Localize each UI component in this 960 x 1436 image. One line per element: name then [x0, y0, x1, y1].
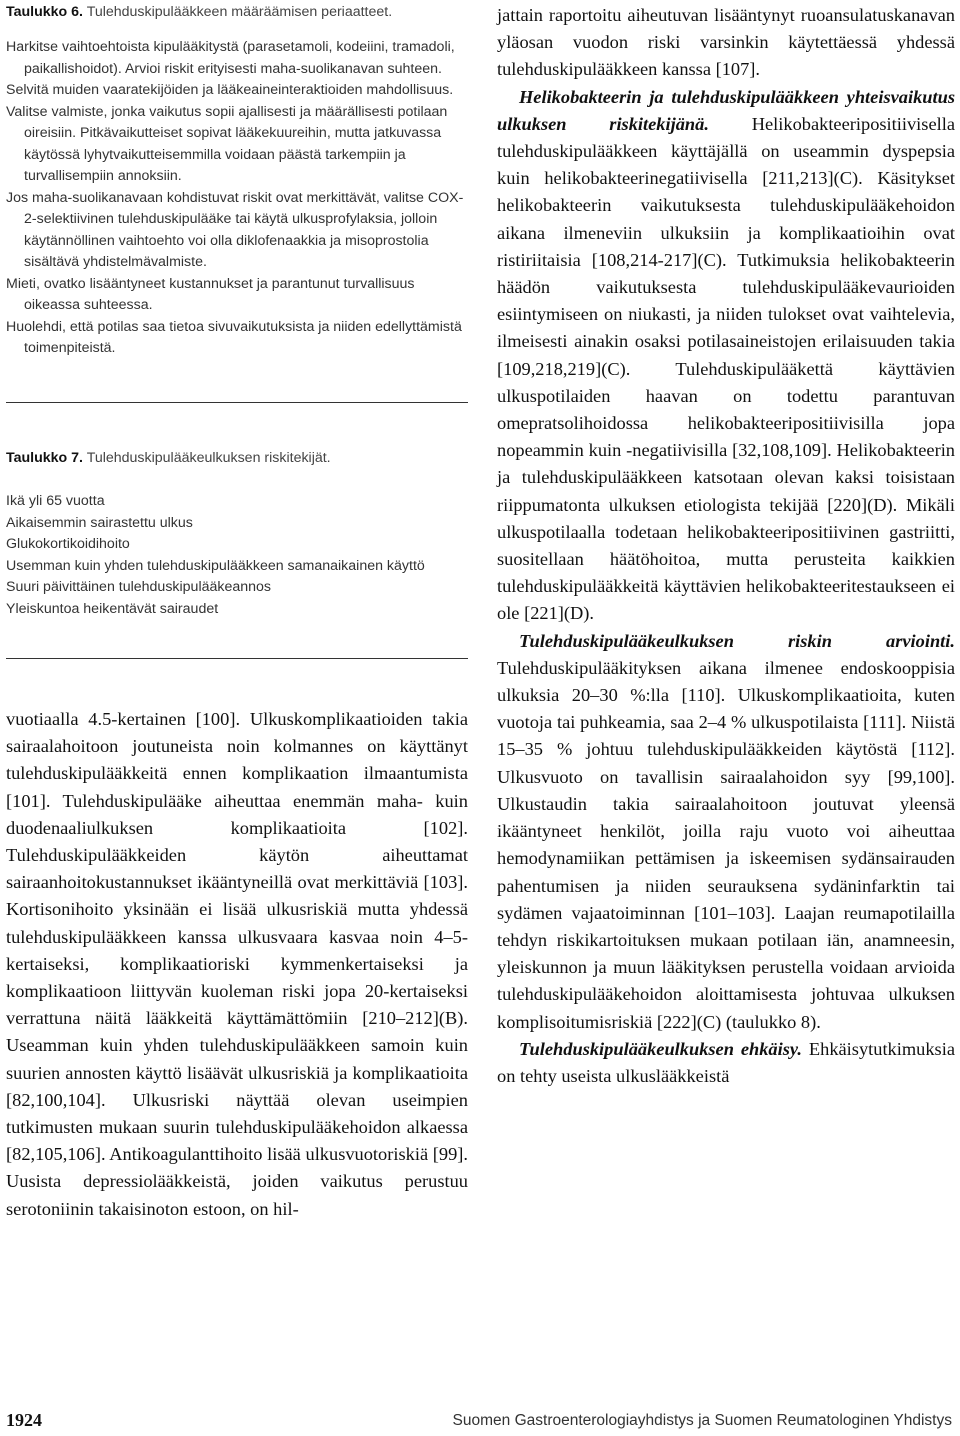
table-7-item: Yleiskuntoa heikentävät sairaudet: [6, 600, 219, 617]
table-6-item: Harkitse vaihtoehtoista kipulääkitystä (parasetamoli, kodeiini, tramadoli, paikallishoidot). Arvioi riskit erityisesti maha-suolikanavan suhteen.: [6, 39, 455, 77]
journal-name: Suomen Gastroenterologiayhdistys ja Suomen Reumatologinen Yhdistys: [452, 1412, 952, 1429]
table-7-item: Usemman kuin yhden tulehduskipulääkkeen samanaikainen käyttö: [6, 557, 425, 574]
table-6-item: Valitse valmiste, jonka vaikutus sopii ajallisesti ja määrällisesti potilaan oireisiin. Pitkävaikutteiset sopivat lääkekuureihin, mutta jatkuvassa käytössä lyhytvaikutteisemmilla voidaan päästä tarkempiin ja turvallisempiin annoksiin.: [6, 103, 448, 184]
table-6-caption: [6, 3, 468, 21]
table-7-label: Taulukko 7.: [6, 450, 83, 466]
table-6-label: Taulukko 6.: [6, 4, 83, 20]
table-6-title: Tulehduskipulääkkeen määräämisen periaatteet.: [86, 4, 393, 20]
table-6-item: Huolehdi, että potilas saa tietoa sivuvaikutuksista ja niiden edellyttämistä toimenpiteistä.: [6, 318, 462, 356]
paragraph-text: Tulehduskipulääkityksen aikana ilmenee endoskooppisia ulkuksia 20–30 %:lla [110]. Ulkuskomplikaatioita, kuten vuotoja tai puhkeamia, saa 2–4 % ulkuspotilaista [111]. Niistä 15–35 % johtuu tulehduskipulääkkeiden käytöstä [112]. Ulkusvuoto on tavallisin sairaalahoidon syy [99,100]. Ulkustaudin takia sairaalahoitoon joutuvat yleensä ikääntyneet henkilöt, joilla raju vuoto voi aiheuttaa hemodynamiikan pettämisen ja iskeemisen sydänsairauden pahentumisen ja niiden seurauksena sydäninfarktin tai sydämen vajaatoiminnan [101–103]. Laajan reumapotilailla tehdyn riskikartoituksen mukaan potilaan iän, anamneesin, yleiskunnon ja muun lääkityksen perustella voidaan arvioida tulehduskipulääkehoidon aloittamisesta johtuvaa ulkuksen komplisoitumisriskiä [222](C) (taulukko 8).: [497, 657, 955, 1032]
left-body-text: [6, 706, 468, 1223]
right-paragraph-ehkaisy: [497, 1036, 955, 1090]
section-heading-ehkaisy: Tulehduskipulääkeulkuksen ehkäisy.: [519, 1038, 802, 1059]
right-paragraph-1: jattain raportoitu aiheutuvan lisääntynyt ruoansulatuskanavan yläosan vuodon riski varsinkin käytettäessä yhdessä tulehduskipulääkkeen kanssa [107].: [497, 5, 955, 80]
paragraph-text: Ehkäisytutkimuksia on tehty useista ulkuslääkkeistä: [497, 1038, 955, 1086]
table-6-bottom-rule: [6, 402, 468, 403]
table-6-item: Selvitä muiden vaaratekijöiden ja lääkeaineinteraktioiden mahdollisuus.: [6, 82, 454, 98]
right-paragraph-helikobakteeri: [497, 84, 955, 628]
page-number: 1924: [6, 1410, 42, 1430]
table-6: [6, 3, 468, 360]
table-7-item: Ikä yli 65 vuotta: [6, 493, 105, 509]
table-7-item: Aikaisemmin sairastettu ulkus: [6, 514, 193, 531]
table-7-bottom-rule: [6, 658, 468, 659]
table-7-item: Suuri päivittäinen tulehduskipulääkeannos: [6, 579, 272, 595]
table-7-item: Glukokortikoidihoito: [6, 536, 130, 552]
left-body-paragraph: vuotiaalla 4.5-kertainen [100]. Ulkuskomplikaatioiden takia sairaalahoitoon joutuneista noin kolmannes on käyttänyt tulehduskipulääkkeitä ennen komplikaation ilmaantumista [101]. Tulehduskipulääke aiheuttaa enemmän maha- kuin duodenaaliulkuksen komplikaatioita [102]. Tulehduskipulääkkeiden käytön aiheuttamat sairaanhoitokustannukset ikääntyneillä ovat merkittäviä [103]. Kortisonihoito yksinään ei lisää ulkusriskiä mutta yhdessä tulehduskipulääkkeen kanssa ulkusvaara kasvaa noin 4–5-kertaiseksi, komplikaatioriski kymmenkertaiseksi ja komplikaatioon liittyvän kuoleman riski jopa 20-kertaiseksi verrattuna näitä lääkkeitä käyttämättömiin [210–212](B). Useamman kuin yhden tulehduskipulääkkeen samoin kuin suurien annosten käyttö lisäävät ulkusriskiä ja komplikaatioita [82,100,104]. Ulkusriski näyttää olevan useimpien tutkimusten mukaan suurin tulehduskipulääkehoidon alkaessa [82,105,106]. Antikoagulanttihoito lisää ulkusvuotoriskiä [99]. Uusista depressiolääkkeistä, joiden vaikutus perustuu serotoniinin takaisinoton estoon, on hil-: [6, 709, 468, 1219]
table-6-item: Mieti, ovatko lisääntyneet kustannukset ja parantunut turvallisuus oikeassa suhteessa.: [6, 275, 415, 313]
paragraph-text: Helikobakteeripositiivisella tulehduskipulääkkeen käyttäjällä on useammin dyspepsia kuin helikobakteerinegatiivisella [211,213](C). Käsitykset helikobakteerin vaikutuksesta tulehduskipulääkehoidon aikana ilmeneviin ulkuksiin ja komplikaatioihin ovat ristiriitaisia [108,214-217](C). Tutkimuksia helikobakteerin häädön vaikutuksesta tulehduskipulääkevaurioiden esiintymiseen on niukasti, ja niiden tulokset ovat vaihtelevia, ilmeisesti ainakin osaksi potilasaineistojen erilaisuuden takia [109,218,219](C). Tulehduskipulääkettä käyttävien ulkuspotilaiden haavan on todettu parantuvan omepratsolihoidossa helikobakteeripositiivisilla jopa nopeammin kuin -negatiivisilla [32,108,109]. Helikobakteerin ja tulehduskipulääkkeen katsotaan olevan kaksi toisistaan riippumatonta ulkuksen etiologista tekijää [220](D). Mikäli ulkuspotilaalla todetaan helikobakteeripositiivinen gastriitti, suositellaan häätöhoitoa, mutta perusteita kaikkien tulehduskipulääkkeitä käyttävien helikobakteeritestaukseen ei ole [221](D).: [497, 113, 955, 624]
table-7-caption: [6, 449, 468, 467]
right-paragraph-riskin-arviointi: [497, 628, 955, 1036]
section-heading-riskin-arviointi: Tulehduskipulääkeulkuksen riskin arviointi.: [519, 630, 955, 651]
page-footer: [0, 1410, 960, 1436]
section-heading-helikobakteeri: Helikobakteerin ja tulehduskipulääkkeen yhteisvaikutus ulkuksen riskitekijänä.: [497, 86, 955, 134]
table-7-title: Tulehduskipulääkeulkuksen riskitekijät.: [86, 450, 331, 466]
table-6-item: Jos maha-suolikanavaan kohdistuvat riskit ovat merkittävät, valitse COX-2-selektiivinen tulehduskipulääke tai käytä ulkusprofylaksia, jolloin käytännöllinen vaihtoehto voi olla diklofenaakkia ja misoprostolia sisältävä yhdistelmävalmiste.: [6, 189, 464, 270]
table-7: [6, 449, 468, 620]
right-body-text: [497, 2, 955, 1090]
